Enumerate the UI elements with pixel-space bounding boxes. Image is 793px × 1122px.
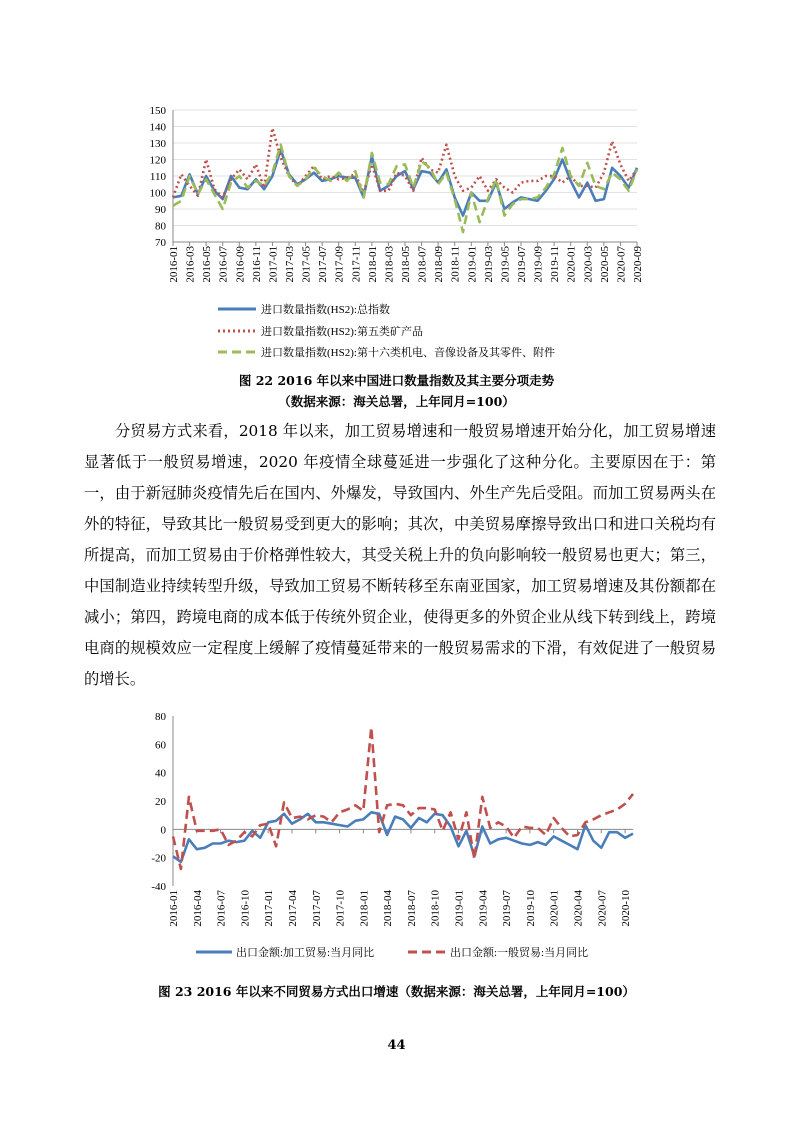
x-tick-label: 2019-09 <box>532 246 545 283</box>
x-tick-label: 2016-01 <box>168 246 180 283</box>
x-tick-label: 2017-11 <box>350 246 363 283</box>
x-tick-label: 2020-05 <box>598 246 611 283</box>
x-tick-label: 2020-01 <box>548 890 561 927</box>
chart-legend <box>218 302 555 359</box>
legend-item-mineral-products <box>218 324 423 338</box>
y-tick-label: 20 <box>155 796 166 808</box>
x-tick-label: 2017-05 <box>300 246 313 283</box>
x-tick-label: 2020-10 <box>620 890 633 927</box>
y-tick-label: 100 <box>149 187 166 200</box>
legend-label: 进口数量指数(HS2):第五类矿产品 <box>261 326 423 338</box>
x-tick-label: 2018-07 <box>405 890 418 927</box>
x-tick-label: 2016-11 <box>250 246 263 283</box>
x-tick-label: 2017-04 <box>286 890 299 927</box>
y-tick-label: 140 <box>149 121 166 134</box>
x-tick-label: 2017-01 <box>267 246 280 283</box>
figure-22-caption-line2: （数据来源：海关总署，上年同月=100） <box>278 394 515 409</box>
y-tick-label: -20 <box>151 852 166 865</box>
x-tick-label: 2016-10 <box>239 890 252 927</box>
x-tick-label: 2020-03 <box>582 246 595 283</box>
export-growth-by-trade-mode-chart <box>0 700 793 980</box>
chart-legend <box>196 945 588 959</box>
x-tick-label: 2016-01 <box>168 890 180 927</box>
x-tick-label: 2018-10 <box>429 890 442 927</box>
x-tick-label: 2019-03 <box>482 246 495 283</box>
x-tick-label: 2016-09 <box>234 245 247 283</box>
y-tick-label: 110 <box>149 171 166 183</box>
page-number: 44 <box>387 1038 406 1053</box>
x-tick-label: 2020-09 <box>632 246 644 283</box>
legend-item-processing-trade <box>196 945 374 959</box>
y-tick-label: -40 <box>151 881 166 893</box>
x-tick-label: 2019-07 <box>516 246 528 283</box>
legend-label: 出口金额:一般贸易:当月同比 <box>450 947 589 959</box>
x-tick-label: 2018-01 <box>358 890 371 927</box>
legend-label: 出口金额:加工贸易:当月同比 <box>236 947 375 959</box>
y-tick-label: 80 <box>155 711 166 723</box>
x-tick-label: 2018-04 <box>382 890 395 927</box>
y-tick-label: 60 <box>155 739 166 752</box>
y-tick-label: 0 <box>160 824 166 837</box>
x-tick-label: 2020-04 <box>572 890 585 927</box>
x-tick-label: 2017-07 <box>310 890 323 927</box>
x-tick-label: 2016-07 <box>217 246 230 283</box>
x-tick-label: 2017-03 <box>284 246 296 283</box>
import-quantity-index-chart <box>0 0 793 370</box>
x-tick-label: 2018-01 <box>366 246 379 283</box>
x-tick-label: 2020-07 <box>615 246 628 283</box>
x-tick-label: 2019-01 <box>466 246 479 283</box>
x-tick-label: 2018-09 <box>433 246 446 283</box>
x-tick-label: 2020-01 <box>565 246 578 283</box>
legend-item-general-trade <box>408 945 588 959</box>
x-tick-label: 2016-07 <box>215 890 228 927</box>
x-tick-label: 2019-01 <box>453 890 466 927</box>
series-line-0 <box>173 812 633 862</box>
series-line-1 <box>173 727 633 869</box>
figure-22-caption-line1: 图 22 2016 年以来中国进口数量指数及其主要分项走势 <box>238 373 555 388</box>
y-tick-label: 120 <box>149 154 166 167</box>
body-paragraph: 分贸易方式来看，2018 年以来，加工贸易增速和一般贸易增速开始分化，加工贸易增速显著低于一般贸易增速，2020 年疫情全球蔓延进一步强化了这种分化。主要原因在于：第一，由于新冠肺炎疫情先后在国内、外爆发，导致国内、外生产先后受阻。而加工贸易两头在外的特征，导致其比一般贸易受到更大的影响；其次，中美贸易摩擦导致出口和进口关税均有所提高，而加工贸易由于价格弹性较大，其受关税上升的负向影响较一般贸易也更大；第三，中国制造业持续转型升级，导致加工贸易不断转移至东南亚国家，加工贸易增速及其份额都在减小；第四，跨境电商的成本低于传统外贸企业，使得更多的外贸企业从线下转到线上，跨境电商的规模效应一定程度上缓解了疫情蔓延带来的一般贸易需求的下滑，有效促进了一般贸易的增长。 <box>84 422 716 688</box>
y-tick-label: 150 <box>149 105 166 117</box>
x-tick-label: 2019-05 <box>499 246 512 283</box>
y-tick-label: 90 <box>155 204 166 216</box>
legend-label: 进口数量指数(HS2):总指数 <box>261 304 390 316</box>
x-tick-label: 2018-05 <box>400 246 412 283</box>
legend-item-total-index <box>218 302 390 316</box>
x-tick-label: 2019-07 <box>501 890 514 927</box>
x-tick-label: 2020-07 <box>596 890 609 927</box>
x-tick-label: 2017-10 <box>334 890 347 927</box>
x-tick-label: 2016-04 <box>191 890 204 927</box>
x-tick-label: 2019-04 <box>477 890 490 927</box>
figure-23-caption: 图 23 2016 年以来不同贸易方式出口增速（数据来源：海关总署，上年同月=100） <box>158 984 635 999</box>
x-tick-label: 2016-03 <box>184 246 197 283</box>
y-tick-label: 70 <box>155 237 166 249</box>
y-tick-label: 80 <box>155 220 166 233</box>
x-tick-label: 2017-07 <box>317 246 330 283</box>
x-tick-label: 2019-10 <box>524 890 537 927</box>
x-tick-label: 2018-07 <box>416 246 429 283</box>
x-tick-label: 2018-11 <box>449 246 462 283</box>
y-tick-label: 130 <box>149 138 166 150</box>
x-tick-label: 2018-03 <box>383 246 396 283</box>
legend-item-machinery-electrical <box>218 345 555 359</box>
y-tick-label: 40 <box>155 767 166 780</box>
legend-label: 进口数量指数(HS2):第十六类机电、音像设备及其零件、附件 <box>261 347 555 359</box>
x-tick-label: 2016-05 <box>201 246 214 283</box>
x-tick-label: 2017-01 <box>263 890 276 927</box>
x-tick-label: 2019-11 <box>549 246 562 283</box>
x-tick-label: 2017-09 <box>333 246 346 283</box>
